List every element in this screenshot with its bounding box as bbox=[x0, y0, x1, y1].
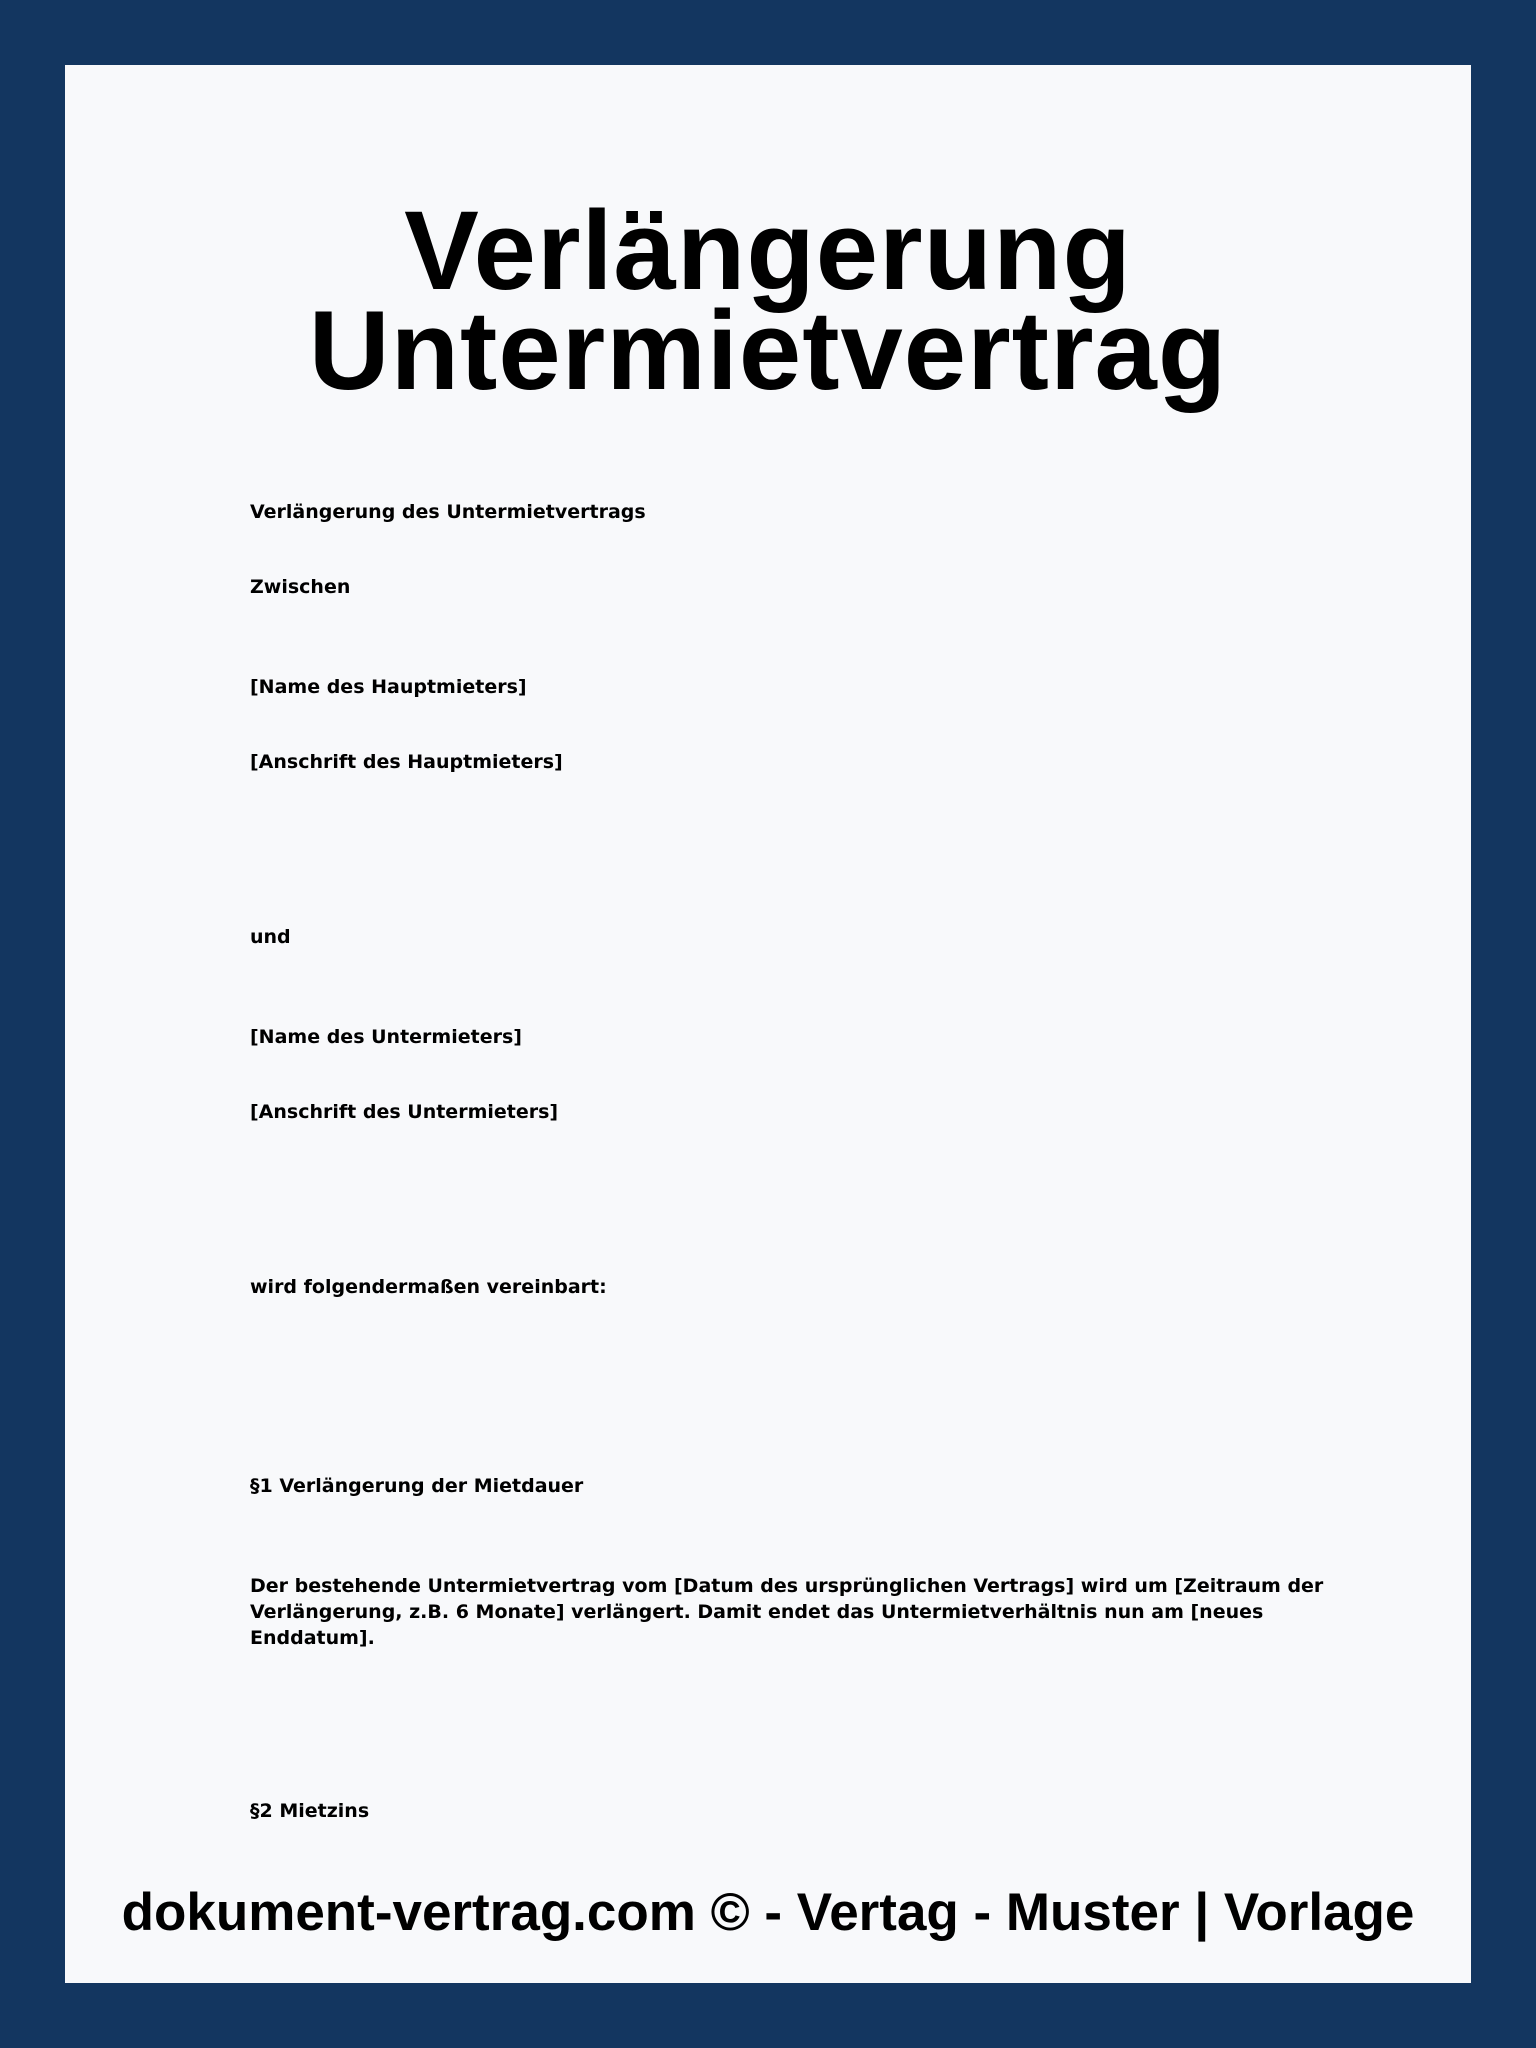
zwischen-label: Zwischen bbox=[250, 576, 351, 598]
hauptmieter-name: [Name des Hauptmieters] bbox=[250, 676, 527, 698]
untermieter-name: [Name des Untermieters] bbox=[250, 1026, 522, 1048]
hauptmieter-address: [Anschrift des Hauptmieters] bbox=[250, 751, 563, 773]
untermieter-address: [Anschrift des Untermieters] bbox=[250, 1101, 559, 1123]
vereinbart-label: wird folgendermaßen vereinbart: bbox=[250, 1276, 607, 1298]
contract-heading: Verlängerung des Untermietvertrags bbox=[250, 501, 646, 523]
und-label: und bbox=[250, 926, 291, 948]
document-title bbox=[65, 188, 1471, 413]
document-page bbox=[65, 65, 1471, 1983]
section-1-title: §1 Verlängerung der Mietdauer bbox=[250, 1475, 584, 1497]
section-2-title: §2 Mietzins bbox=[250, 1800, 370, 1822]
title-line-1: Verlängerung bbox=[404, 188, 1132, 313]
title-line-2: Untermietvertrag bbox=[308, 288, 1228, 413]
footer-watermark: dokument-vertrag.com © - Vertag - Muster | Vorlage bbox=[121, 1883, 1415, 1942]
section-1-text: Der bestehende Untermietvertrag vom [Datum des ursprünglichen Vertrags] wird um [Zeitraum der Verlängerung, z.B. 6 Monate] verlängert. Damit endet das Untermietverhältnis nun am [neues Enddatum]. bbox=[250, 1575, 1324, 1649]
